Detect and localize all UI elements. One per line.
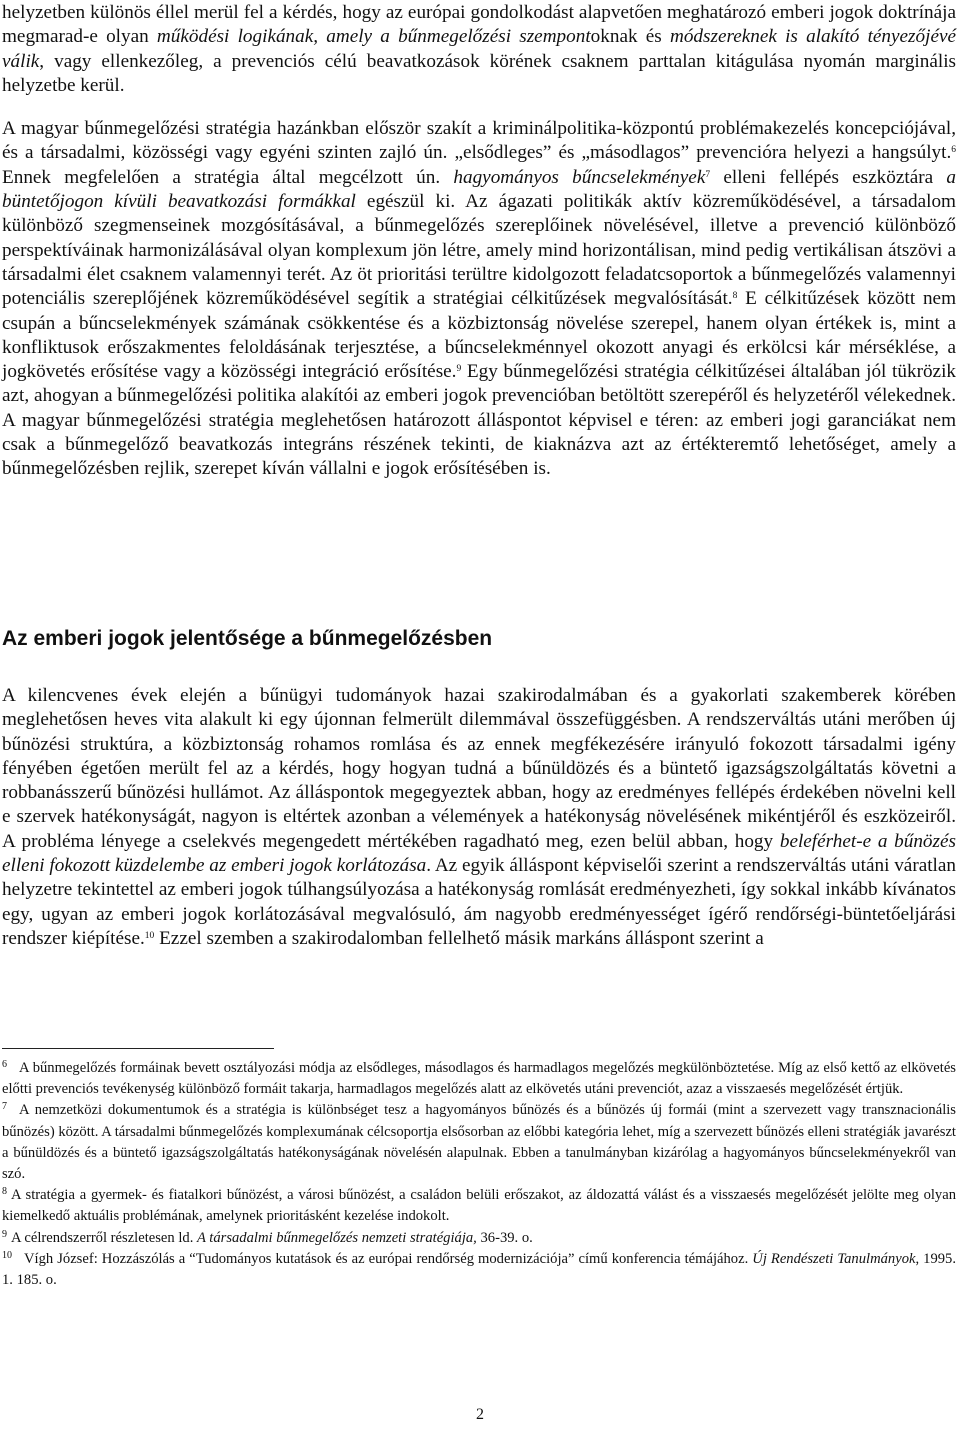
footnote-number: 7 [2,1101,7,1113]
italic-run: módszereknek is alakító tényezőjévé válik [2,26,956,72]
footnote-number: 6 [2,1059,7,1070]
italic-run: beleférhet-e a bűnözés elleni fokozott küzdelembe az emberi jogok korlátozása [2,830,956,877]
paragraph-gap [2,98,956,117]
text-run: oknak és [590,26,670,48]
footnote-10 [2,1249,956,1291]
text-run: elleni fellépés eszköztára [710,166,947,188]
footnote-ref[interactable]: 8 [732,291,738,302]
footnote-text: , 1995. 1. 185. o. [2,1250,956,1289]
footnote-text: A bűnmegelőzés formáinak bevett osztályozási módja az elsődleges, másodlagos és harmadlagos megelőzés megkülönböztetése. Míg az első kettő az elkövetés előtti prevenciós tevékenység különböző formáit takarja, harmadlagos megelőzés alatt az elkövetés utáni prevenciót, azaz a visszaesés megelőzését értjük. [2,1060,956,1098]
footnote-ref[interactable]: 9 [456,364,462,375]
footnote-text: A stratégia a gyermek- és fiatalkori bűnözést, a városi bűnözést, a családon belüli erőszakot, az áldozattá válást és a visszaesés megelőzését jelölte meg olyan kiemelkedő aktuális problémának, amelynek prioritásként kezelése indokolt. [2,1187,956,1225]
section-heading: Az emberi jogok jelentősége a bűnmegelőzésben [2,627,493,650]
page-number: 2 [476,1406,484,1423]
italic-run: hagyományos bűncselekmények [453,166,706,188]
text-run: Ezzel szemben a szakirodalomban fellelhető másik markáns álláspont szerint a [154,927,764,949]
italic-run: működési logikának, amely a bűnmegelőzési szempont [156,26,591,48]
footnote-number: 9 [2,1228,7,1240]
footnote-text: A célrendszerről részletesen ld. [11,1229,197,1246]
footnote-ref[interactable]: 7 [705,169,711,180]
text-run: egészül ki. Az ágazati politikák aktív közreműködésével, a társadalom különböző szegmenseinek mozgósításával, a bűnmegelőzés szereplőinek növelésével, illetve a prevenció különböző perspektíváinak harmonizálásával olyan komplexum jön létre, amely mind horizontálisan, mind pedig vertikálisan átszövi a társadalmi élet csaknem valamennyi terét. Az öt prioritási terültre kidolgozott feladatcsoportok a bűnmegelőzés valamennyi potenciális szereplőjének közreműködésével segítik a stratégiai célkitűzések megvalósítását. [2,191,956,310]
italic-run: a büntetőjogon kívüli beavatkozási formákkal [2,166,956,213]
footnote-text: A nemzetközi dokumentumok és a stratégia is különbséget tesz a hagyományos bűnözés és a bűnözés új formái (mint a szervezett vagy transznacionális bűnözés) között. A társadalmi bűnmegelőzés komplexumának célcsoportja elsősorban az előbbi kategória lehet, míg a szervezett bűnözés elleni stratégiák javarészt a bűnüldözés és a büntető igazságszolgáltatás hatékonyságának növelésén alapulnak. Ebben a tanulmányban kizárólag a hagyományos bűncselekményekről van szó. [2,1102,956,1183]
paragraph-strategy [2,117,956,481]
text-run: E célkitűzések között nem csupán a bűncselekmények számának csökkentése és a közbiztonság növelése szerepel, hanem olyan értékek is, mint a konfliktusok erőszakmentes feloldásának terjesztése, a bűncselekménnyel okozott anyagi és erkölcsi kár mérséklése, a jogkövetés erősítése vagy a közösségi integráció erősítése. [2,288,956,383]
footnote-text: Vígh József: Hozzászólás a “Tudományos kutatások és az európai rendőrség modernizációja” című konferencia témájához. [24,1250,753,1267]
text-run: A magyar bűnmegelőzési stratégia hazánkban először szakít a kriminálpolitika-központú problémakezelés koncepciójával, és a társadalmi, közösségi vagy egyéni szinten zajló ún. „elsődleges” és „másodlagos” prevencióra helyezi a hangsúlyt. [2,118,956,164]
text-run: . Az egyik álláspont képviselői szerint a rendszerváltás utáni váratlan helyzetre tekintettel az emberi jogok túlhangsúlyozása a hatékonyság romlását eredményezheti, így sokkal inkább kívánatos egy, ugyan az emberi jogok korlátozásával megvalósuló, ám nagyobb eredményességet ígérő rendőrségi-büntetőeljárási rendszer kiépítése. [2,855,956,949]
text-run: , vagy ellenkezőleg, a prevenciós célú beavatkozások körének csaknem parttalan kitágulása nyomán marginális helyzetbe kerül. [2,50,956,96]
footnote-7 [2,1100,956,1185]
footnote-text: 36-39. o. [476,1229,533,1246]
footnote-ref[interactable]: 6 [951,145,956,156]
text-run: helyzetben különös éllel merül fel a kérdés, hogy az európai gondolkodást alapvetően meghatározó emberi jogok doktrínája megmarad-e olyan [2,2,956,48]
footnote-9 [2,1228,956,1249]
footnote-separator [2,1048,274,1049]
footnote-8 [2,1185,956,1227]
footnote-6 [2,1058,956,1100]
text-run: A kilencvenes évek elején a bűnügyi tudományok hazai szakirodalmában és a gyakorlati szakemberek körében meglehetősen heves vita alakult ki egy újonnan felmerült dilemmával összefüggésben. A rendszerváltás utáni merőben új bűnözési struktúra, a közbiztonság rohamos romlása és az ennek megfékezésére irányuló fokozott társadalmi igény fényében égetően merült fel az a kérdés, hogy hogyan tudná a bűnüldözés és a büntető igazságszolgáltatás követni a robbanásszerű bűnözési hullámot. Az álláspontok megegyeztek abban, hogy az eredményes fellépés érdekében növelni kell e szervek hatékonyságát, nagyon is eltértek azonban a vélemények a hatékonyság növelésének mikéntjéről és eszközeiről. A probléma lényege a cselekvés megengedett mértékében ragadható meg, ezen belül abban, hogy [2,685,956,852]
footnote-italic: A társadalmi bűnmegelőzés nemzeti stratégiája, [197,1229,477,1246]
paragraph-intro [2,1,956,98]
footnote-number: 10 [2,1249,12,1261]
footnote-italic: Új Rendészeti Tanulmányok [752,1250,916,1267]
body-text-lower [2,684,956,951]
paragraph-debate [2,684,956,951]
footnote-ref[interactable]: 10 [144,930,155,941]
footnote-number: 8 [2,1186,7,1198]
body-text-upper [2,1,956,482]
footnotes [2,1058,956,1291]
text-run: Ennek megfelelően a stratégia által megcélzott ún. [2,166,454,188]
text-run: Egy bűnmegelőzési stratégia célkitűzései általában jól tükrözik azt, ahogyan a bűnmegelőzési politika alakítói az emberi jogok prevencióban betöltött szerepéről és helyzetéről vélekednek. A magyar bűnmegelőzési stratégia meglehetősen határozott álláspontot képvisel e téren: az emberi jogi garanciákat nem csak a bűnmegelőző beavatkozás integráns részének tekinti, de kiaknázva azt az értékteremtő lehetőséget, amely a bűnmegelőzésben rejlik, szerepet kíván vállalni e jogok erősítésében is. [2,361,956,480]
